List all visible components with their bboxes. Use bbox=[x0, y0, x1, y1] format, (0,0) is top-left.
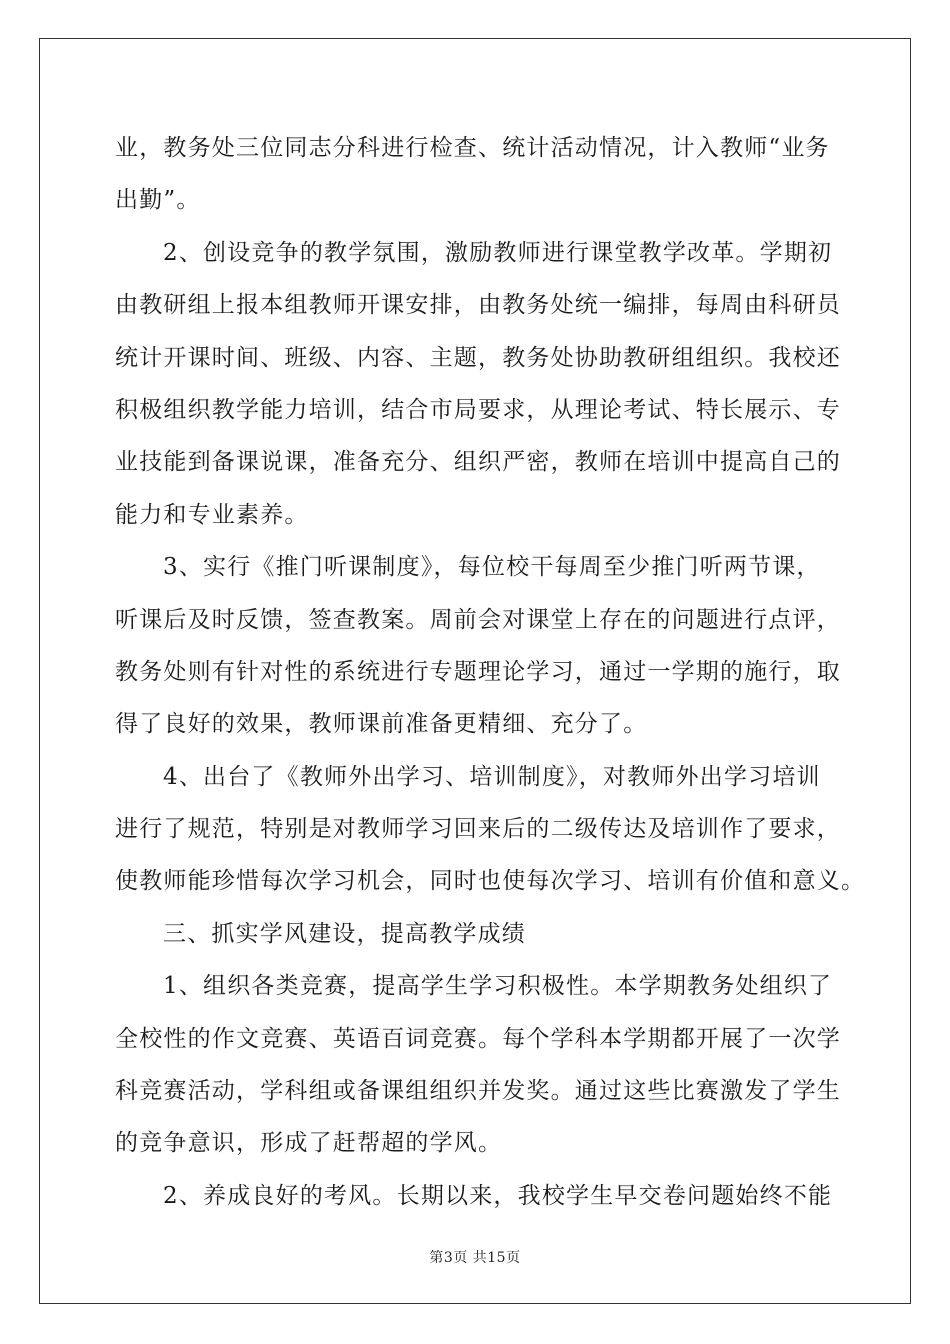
text-line: 的竞争意识，形成了赶帮超的学风。 bbox=[115, 1130, 503, 1157]
text-line: 业，教务处三位同志分科进行检查、统计活动情况，计入教师“业务 bbox=[115, 135, 830, 161]
paragraph-start-line: 2、创设竞争的教学氛围，激励教师进行课堂教学改革。学期初 bbox=[163, 239, 833, 266]
text-line: 使教师能珍惜每次学习机会，同时也使每次学习、培训有价值和意义。 bbox=[115, 868, 866, 895]
text-line: 由教研组上报本组教师开课安排，由教务处统一编排，每周由科研员 bbox=[115, 292, 841, 319]
text-line: 能力和专业素养。 bbox=[115, 501, 309, 528]
text-line: 全校性的作文竞赛、英语百词竞赛。每个学科本学期都开展了一次学 bbox=[115, 1025, 841, 1052]
text-line: 进行了规范，特别是对教师学习回来后的二级传达及培训作了要求， bbox=[115, 816, 841, 843]
page-number-footer: 第3页 共15页 bbox=[429, 1250, 521, 1266]
text-line: 得了良好的效果，教师课前准备更精细、充分了。 bbox=[115, 711, 648, 738]
text-line: 统计开课时间、班级、内容、主题，教务处协助教研组组织。我校还 bbox=[115, 344, 841, 371]
paragraph-start-line: 4、出台了《教师外出学习、培训制度》，对教师外出学习培训 bbox=[163, 763, 821, 790]
text-line: 业技能到备课说课，准备充分、组织严密，教师在培训中提高自己的 bbox=[115, 449, 841, 476]
paragraph-start-line: 2、养成良好的考风。长期以来，我校学生早交卷问题始终不能 bbox=[163, 1182, 833, 1209]
section-heading: 三、抓实学风建设，提高教学成绩 bbox=[163, 920, 526, 947]
text-line: 积极组织教学能力培训，结合市局要求，从理论考试、特长展示、专 bbox=[115, 396, 841, 423]
paragraph-start-line: 3、实行《推门听课制度》，每位校干每周至少推门听两节课， bbox=[163, 554, 821, 581]
paragraph-start-line: 1、组织各类竞赛，提高学生学习积极性。本学期教务处组织了 bbox=[163, 973, 833, 1000]
text-line: 教务处则有针对性的系统进行专题理论学习，通过一学期的施行，取 bbox=[115, 658, 841, 685]
text-line: 科竞赛活动，学科组或备课组组织并发奖。通过这些比赛激发了学生 bbox=[115, 1078, 841, 1105]
document-body bbox=[115, 122, 866, 1222]
text-line: 听课后及时反馈，签查教案。周前会对课堂上存在的问题进行点评， bbox=[115, 606, 841, 633]
text-line: 出勤”。 bbox=[115, 187, 201, 214]
